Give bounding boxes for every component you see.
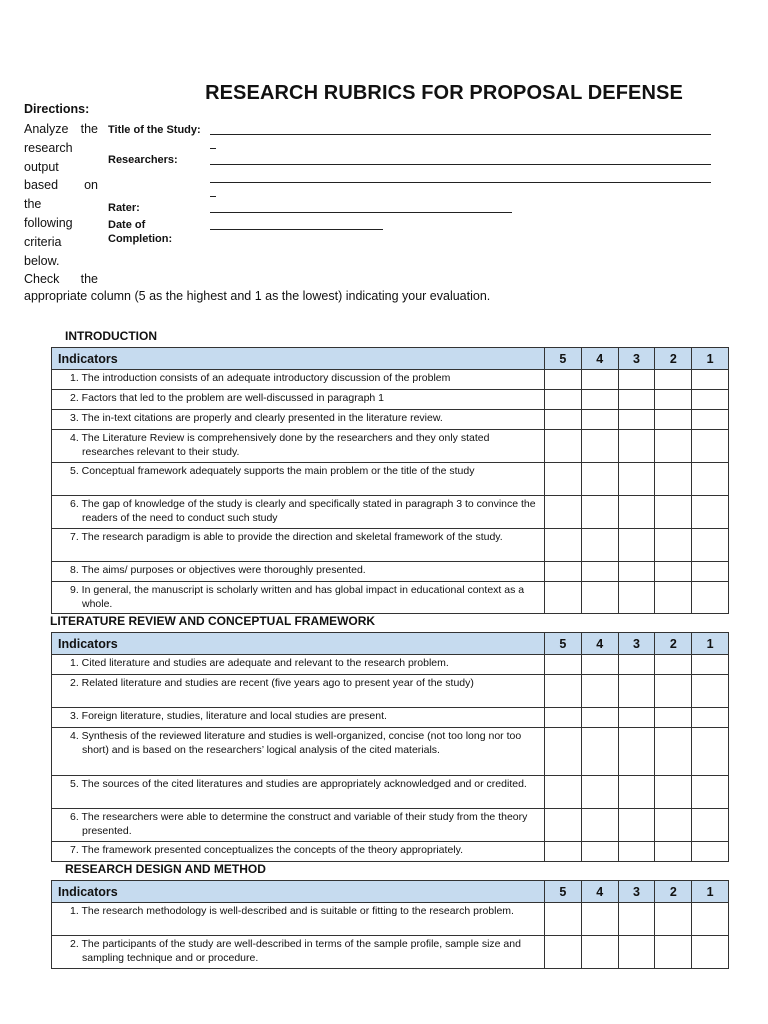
score-cell-1[interactable] <box>692 728 729 776</box>
score-header-2: 2 <box>655 881 692 903</box>
title-of-study-field-overflow <box>210 148 216 149</box>
score-cell-5[interactable] <box>545 842 582 862</box>
score-cell-5[interactable] <box>545 675 582 708</box>
score-cell-2[interactable] <box>655 936 692 969</box>
score-cell-1[interactable] <box>692 410 729 430</box>
score-cell-4[interactable] <box>581 842 618 862</box>
table-row <box>52 496 729 529</box>
score-cell-3[interactable] <box>618 496 655 529</box>
table-row <box>52 809 729 842</box>
table-row <box>52 655 729 675</box>
score-cell-1[interactable] <box>692 776 729 809</box>
score-cell-4[interactable] <box>581 675 618 708</box>
section-heading-introduction: INTRODUCTION <box>65 329 157 343</box>
score-cell-3[interactable] <box>618 776 655 809</box>
score-cell-4[interactable] <box>581 529 618 562</box>
score-cell-3[interactable] <box>618 675 655 708</box>
score-cell-4[interactable] <box>581 728 618 776</box>
score-cell-4[interactable] <box>581 776 618 809</box>
score-cell-1[interactable] <box>692 655 729 675</box>
score-cell-2[interactable] <box>655 496 692 529</box>
score-cell-5[interactable] <box>545 708 582 728</box>
score-cell-1[interactable] <box>692 842 729 862</box>
score-cell-1[interactable] <box>692 529 729 562</box>
table-row <box>52 776 729 809</box>
rubric-table-literature-review <box>51 632 729 862</box>
score-cell-4[interactable] <box>581 655 618 675</box>
score-cell-2[interactable] <box>655 708 692 728</box>
score-cell-5[interactable] <box>545 776 582 809</box>
score-cell-5[interactable] <box>545 809 582 842</box>
indicator-text: 9. In general, the manuscript is scholarly written and has global impact in educational context as a whole. <box>52 582 545 614</box>
score-cell-3[interactable] <box>618 562 655 582</box>
score-cell-1[interactable] <box>692 675 729 708</box>
table-row <box>52 430 729 463</box>
score-cell-2[interactable] <box>655 675 692 708</box>
date-of-completion-label: Date of Completion: <box>108 219 173 245</box>
score-cell-3[interactable] <box>618 529 655 562</box>
score-cell-2[interactable] <box>655 529 692 562</box>
score-cell-4[interactable] <box>581 936 618 969</box>
score-cell-2[interactable] <box>655 728 692 776</box>
score-cell-4[interactable] <box>581 708 618 728</box>
score-cell-1[interactable] <box>692 708 729 728</box>
indicator-text: 2. Factors that led to the problem are well-discussed in paragraph 1 <box>52 390 545 410</box>
researchers-field-2[interactable] <box>210 182 711 183</box>
score-cell-4[interactable] <box>581 582 618 614</box>
indicator-text: 4. Synthesis of the reviewed literature and studies is well-organized, concise (not too long nor too short) and is based on the researchers’ logical analysis of the cited materials. <box>52 728 545 776</box>
score-cell-2[interactable] <box>655 903 692 936</box>
score-header-2: 2 <box>655 633 692 655</box>
indicator-text: 6. The gap of knowledge of the study is clearly and specifically stated in paragraph 3 to convince the readers of the need to conduct such study <box>52 496 545 529</box>
indicator-text: 5. Conceptual framework adequately supports the main problem or the title of the study <box>52 463 545 496</box>
score-header-3: 3 <box>618 348 655 370</box>
table-row <box>52 903 729 936</box>
score-cell-5[interactable] <box>545 390 582 410</box>
score-cell-5[interactable] <box>545 562 582 582</box>
table-row <box>52 562 729 582</box>
indicator-text: 6. The researchers were able to determine the construct and variable of their study from the theory presented. <box>52 809 545 842</box>
table-row <box>52 728 729 776</box>
score-header-4: 4 <box>581 881 618 903</box>
score-cell-1[interactable] <box>692 370 729 390</box>
table-row <box>52 936 729 969</box>
indicator-text: 1. Cited literature and studies are adequate and relevant to the research problem. <box>52 655 545 675</box>
score-cell-2[interactable] <box>655 809 692 842</box>
section-heading-research-design: RESEARCH DESIGN AND METHOD <box>65 862 266 876</box>
score-cell-4[interactable] <box>581 370 618 390</box>
score-cell-3[interactable] <box>618 708 655 728</box>
score-cell-2[interactable] <box>655 463 692 496</box>
indicators-header: Indicators <box>52 633 545 655</box>
table-row <box>52 390 729 410</box>
score-cell-3[interactable] <box>618 430 655 463</box>
score-header-1: 1 <box>692 348 729 370</box>
table-row <box>52 582 729 614</box>
rater-field[interactable] <box>210 212 512 213</box>
table-row <box>52 708 729 728</box>
score-header-4: 4 <box>581 348 618 370</box>
indicator-text: 5. The sources of the cited literatures and studies are appropriately acknowledged and or credited. <box>52 776 545 809</box>
score-cell-1[interactable] <box>692 582 729 614</box>
score-cell-3[interactable] <box>618 370 655 390</box>
score-cell-1[interactable] <box>692 809 729 842</box>
score-header-1: 1 <box>692 633 729 655</box>
indicator-text: 7. The framework presented conceptualizes the concepts of the theory appropriately. <box>52 842 545 862</box>
score-cell-3[interactable] <box>618 842 655 862</box>
score-header-5: 5 <box>545 633 582 655</box>
score-cell-3[interactable] <box>618 809 655 842</box>
rubric-table-introduction <box>51 347 729 614</box>
score-cell-3[interactable] <box>618 390 655 410</box>
date-of-completion-field[interactable] <box>210 229 383 230</box>
score-cell-1[interactable] <box>692 430 729 463</box>
score-cell-3[interactable] <box>618 903 655 936</box>
score-cell-5[interactable] <box>545 903 582 936</box>
score-cell-4[interactable] <box>581 430 618 463</box>
directions-heading: Directions: <box>24 102 90 116</box>
score-cell-4[interactable] <box>581 410 618 430</box>
rater-label: Rater: <box>108 202 140 214</box>
score-header-5: 5 <box>545 881 582 903</box>
score-cell-5[interactable] <box>545 496 582 529</box>
score-cell-5[interactable] <box>545 463 582 496</box>
score-cell-2[interactable] <box>655 430 692 463</box>
score-cell-5[interactable] <box>545 529 582 562</box>
table-row <box>52 842 729 862</box>
indicator-text: 1. The research methodology is well-described and is suitable or fitting to the research problem. <box>52 903 545 936</box>
score-cell-2[interactable] <box>655 655 692 675</box>
score-cell-1[interactable] <box>692 903 729 936</box>
score-cell-5[interactable] <box>545 430 582 463</box>
table-row <box>52 529 729 562</box>
score-header-1: 1 <box>692 881 729 903</box>
indicator-text: 3. The in-text citations are properly and clearly presented in the literature review. <box>52 410 545 430</box>
score-cell-2[interactable] <box>655 776 692 809</box>
score-cell-3[interactable] <box>618 582 655 614</box>
indicators-header: Indicators <box>52 881 545 903</box>
directions-text: Analyze the research output based on the following criteria below. Check the <box>24 122 98 287</box>
score-cell-5[interactable] <box>545 728 582 776</box>
indicator-text: 7. The research paradigm is able to provide the direction and skeletal framework of the study. <box>52 529 545 562</box>
score-cell-2[interactable] <box>655 370 692 390</box>
table-row <box>52 410 729 430</box>
score-header-3: 3 <box>618 633 655 655</box>
score-cell-5[interactable] <box>545 936 582 969</box>
score-cell-2[interactable] <box>655 582 692 614</box>
table-row <box>52 370 729 390</box>
score-cell-2[interactable] <box>655 562 692 582</box>
score-cell-2[interactable] <box>655 842 692 862</box>
score-cell-4[interactable] <box>581 903 618 936</box>
table-row <box>52 675 729 708</box>
indicator-text: 4. The Literature Review is comprehensively done by the researchers and they only stated researches relevant to their study. <box>52 430 545 463</box>
score-cell-3[interactable] <box>618 410 655 430</box>
score-cell-1[interactable] <box>692 390 729 410</box>
score-cell-3[interactable] <box>618 655 655 675</box>
score-cell-3[interactable] <box>618 936 655 969</box>
score-cell-1[interactable] <box>692 936 729 969</box>
indicator-text: 2. The participants of the study are well-described in terms of the sample profile, sample size and sampling technique and or procedure. <box>52 936 545 969</box>
score-header-3: 3 <box>618 881 655 903</box>
score-cell-5[interactable] <box>545 410 582 430</box>
score-cell-3[interactable] <box>618 463 655 496</box>
score-cell-5[interactable] <box>545 370 582 390</box>
researchers-label: Researchers: <box>108 154 178 166</box>
score-cell-1[interactable] <box>692 463 729 496</box>
title-of-study-label: Title of the Study: <box>108 124 201 136</box>
researchers-field-overflow <box>210 196 216 197</box>
page-title: RESEARCH RUBRICS FOR PROPOSAL DEFENSE <box>205 82 683 104</box>
score-cell-1[interactable] <box>692 562 729 582</box>
indicator-text: 2. Related literature and studies are recent (five years ago to present year of the study) <box>52 675 545 708</box>
score-cell-5[interactable] <box>545 582 582 614</box>
score-cell-4[interactable] <box>581 463 618 496</box>
score-header-4: 4 <box>581 633 618 655</box>
indicators-header: Indicators <box>52 348 545 370</box>
score-cell-4[interactable] <box>581 562 618 582</box>
score-cell-3[interactable] <box>618 728 655 776</box>
indicator-text: 1. The introduction consists of an adequate introductory discussion of the problem <box>52 370 545 390</box>
title-of-study-field[interactable] <box>210 134 711 135</box>
section-heading-literature-review: LITERATURE REVIEW AND CONCEPTUAL FRAMEWORK <box>50 614 376 628</box>
score-header-2: 2 <box>655 348 692 370</box>
score-cell-2[interactable] <box>655 390 692 410</box>
table-row <box>52 463 729 496</box>
rubric-table-research-design <box>51 880 729 969</box>
score-cell-4[interactable] <box>581 809 618 842</box>
indicator-text: 8. The aims/ purposes or objectives were thoroughly presented. <box>52 562 545 582</box>
score-cell-1[interactable] <box>692 496 729 529</box>
score-cell-4[interactable] <box>581 496 618 529</box>
score-cell-5[interactable] <box>545 655 582 675</box>
score-header-5: 5 <box>545 348 582 370</box>
indicator-text: 3. Foreign literature, studies, literature and local studies are present. <box>52 708 545 728</box>
score-cell-4[interactable] <box>581 390 618 410</box>
researchers-field-1[interactable] <box>210 164 711 165</box>
score-cell-2[interactable] <box>655 410 692 430</box>
directions-tail: appropriate column (5 as the highest and 1 as the lowest) indicating your evaluation. <box>24 289 491 303</box>
